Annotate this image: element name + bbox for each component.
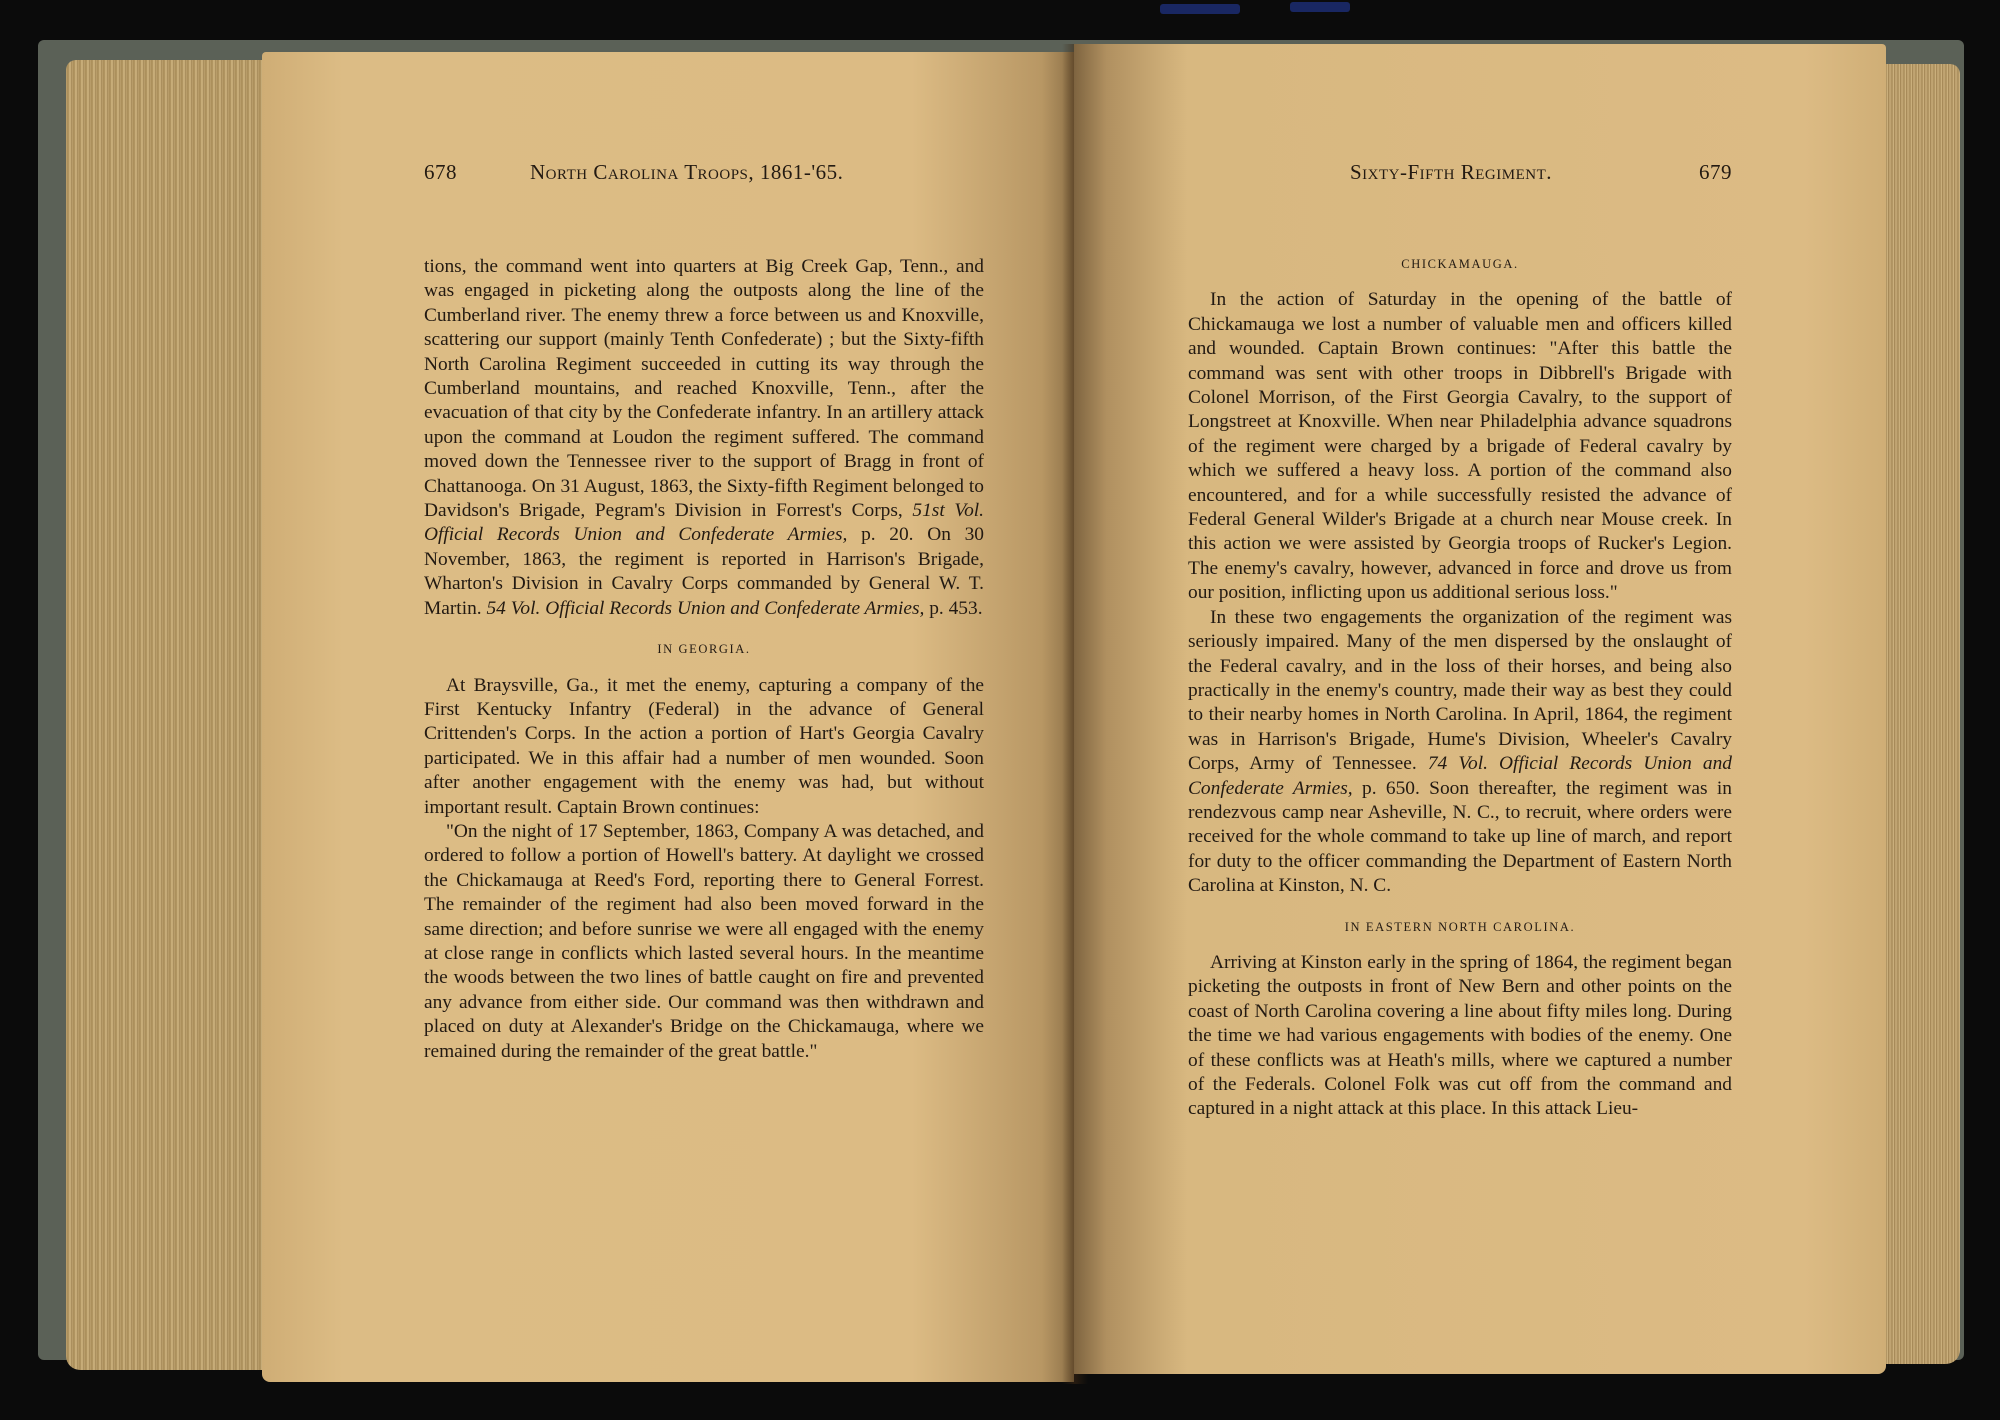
section-heading-chickamauga: CHICKAMAUGA. <box>1401 257 1519 271</box>
section-heading-georgia: IN GEORGIA. <box>657 642 751 657</box>
right-paragraph: In the action of Saturday in the opening of the battle of Chickamauga we lost a number of valuable men and officers killed and wounded. Captain Brown continues: "After this battle the command was sent with other troops in Dibbrell's Brigade with Colonel Morrison, of the First Georgia Cavalry, to the support of Longstreet at Knoxville. When near Philadelphia advance squadrons of the regiment were charged by a brigade of Federal cavalry by which we suffered a heavy loss. A portion of the command also encountered, and for a while successfully resisted the advance of Federal General Wilder's Brigade at a church near Mouse creek. In this action we were assisted by Georgia troops of Rucker's Legion. The enemy's cavalry, however, advanced in force and drove us from our position, inflicting upon us additional serious loss." <box>1188 289 1732 604</box>
right-running-title: Sixty-Fifth Regiment. <box>1350 160 1552 184</box>
blue-mark <box>1290 2 1350 12</box>
blue-mark <box>1160 4 1240 14</box>
section-heading-eastern-nc: IN EASTERN NORTH CAROLINA. <box>1344 919 1576 934</box>
left-running-head <box>424 160 994 185</box>
left-paragraph-quote: "On the night of 17 September, 1863, Company A was detached, and ordered to follow a portion of Howell's battery. At daylight we crossed the Chickamauga at Reed's Ford, reporting there to General Forrest. The remainder of the regiment had also been moved forward in the same direction; and before sunrise we were all engaged with the enemy at close range in conflicts which lasted several hours. In the meantime the woods between the two lines of battle caught on fire and prevented any advance from either side. Our command was then withdrawn and placed on duty at Alexander's Bridge on the Chickamauga, where we remained during the remainder of the great battle." <box>424 820 984 1062</box>
right-paragraph: Arriving at Kinston early in the spring of 1864, the regiment began picketing the outposts in front of New Bern and other points on the coast of North Carolina covering a line about fifty miles long. During the time we had various engagements with bodies of the enemy. One of these conflicts was at Heath's mills, where we captured a number of the Federals. Colonel Folk was cut off from the command and captured in a night attack at this place. In this attack Lieu- <box>1188 951 1732 1120</box>
left-paragraph: At Braysville, Ga., it met the enemy, capturing a company of the First Kentucky Infantry (Federal) in the advance of General Crittenden's Corps. In the action a portion of Hart's Georgia Cavalry participated. We in this affair had a number of men wounded. Soon after another engagement with the enemy was had, but without important result. Captain Brown continues: <box>424 674 984 818</box>
right-paragraph: In these two engagements the organization of the regiment was seriously impaired. Many of the men dispersed by the onslaught of the Federal cavalry, and in the loss of their horses, and being also practically in the enemy's country, made their way as best they could to their nearby homes in North Carolina. In April, 1864, the regiment was in Harrison's Brigade, Hume's Division, Wheeler's Cavalry Corps, Army of Tennessee. 74 Vol. Official Records Union and Confederate Armies, p. 650. Soon thereafter, the regiment was in rendezvous camp near Asheville, N. C., to recruit, where orders were received for the whole command to take up line of march, and report for duty to the officer commanding the Department of Eastern North Carolina at Kinston, N. C. <box>1188 606 1732 897</box>
right-page-body <box>1188 252 1732 1122</box>
right-page-number: 679 <box>1699 160 1732 184</box>
left-paragraph: tions, the command went into quarters at Big Creek Gap, Tenn., and was engaged in picketing along the outposts along the line of the Cumberland river. The enemy threw a force between us and Knoxville, scattering our support (mainly Tenth Confederate) ; but the Sixty-fifth North Carolina Regiment succeeded in cutting its way through the Cumberland mountains, and reached Knoxville, Tenn., after the evacuation of that city by the Confederate infantry. In an artillery attack upon the command at Loudon the regiment suffered. The command moved down the Tennessee river to the support of Bragg in front of Chattanooga. On 31 August, 1863, the Sixty-fifth Regiment belonged to Davidson's Brigade, Pegram's Division in Forrest's Corps, 51st Vol. Official Records Union and Confederate Armies, p. 20. On 30 November, 1863, the regiment is reported in Harrison's Brigade, Wharton's Division in Cavalry Corps commanded by General W. T. Martin. 54 Vol. Official Records Union and Confederate Armies, p. 453. <box>424 256 984 619</box>
left-page-body <box>424 255 984 1064</box>
left-page-number: 678 <box>424 160 457 184</box>
left-running-title: North Carolina Troops, 1861-'65. <box>530 160 844 184</box>
left-page-edges <box>66 60 266 1370</box>
